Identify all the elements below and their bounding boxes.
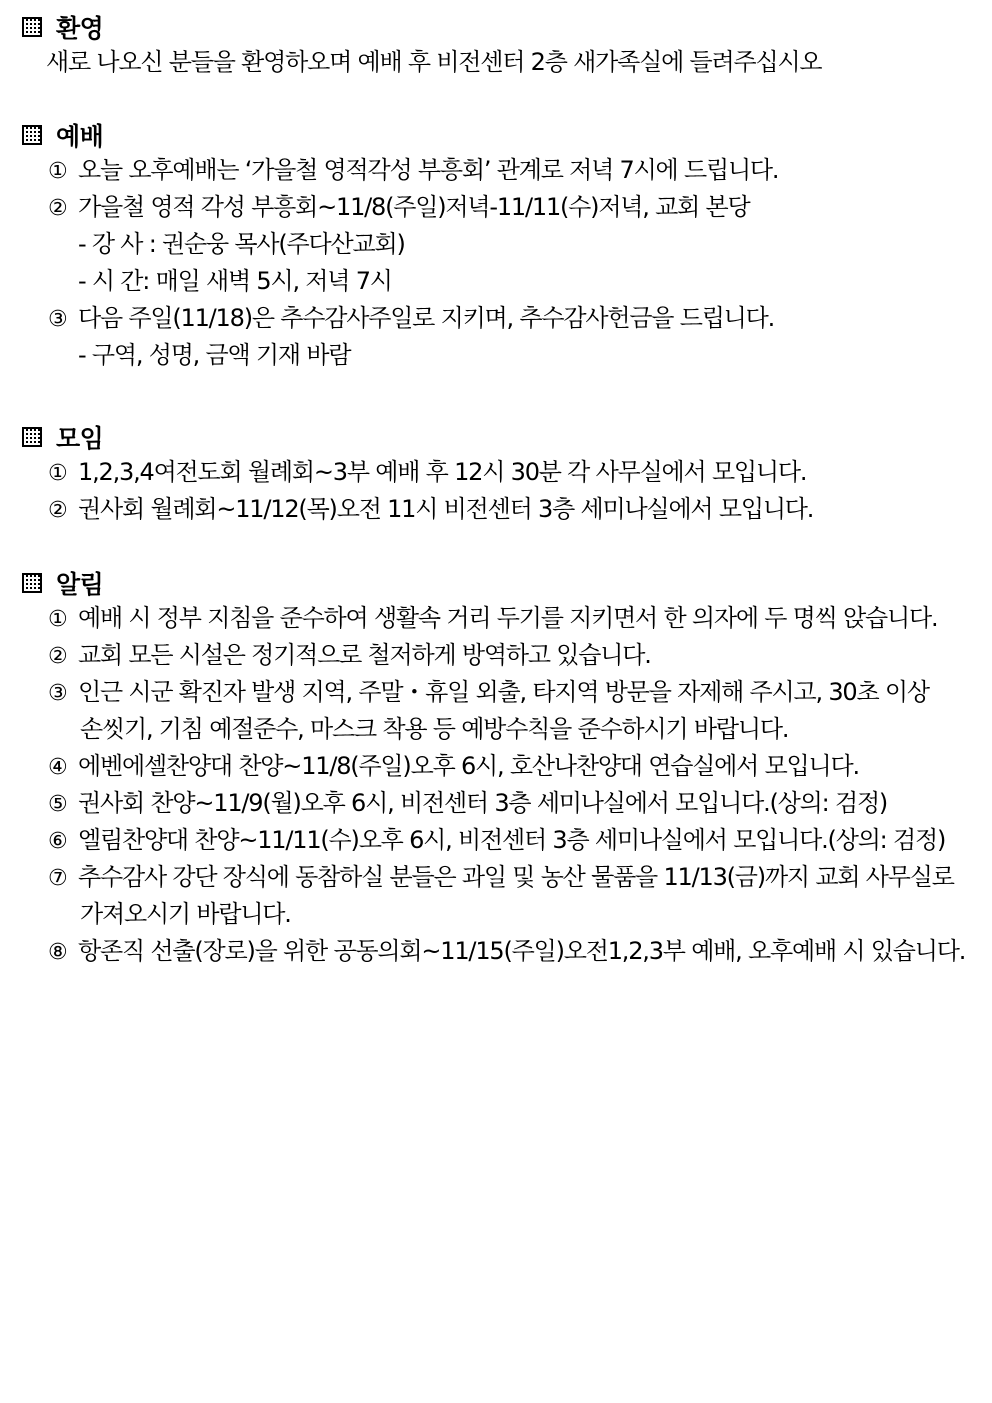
item-number: ⑧ xyxy=(48,940,67,965)
hatched-square-icon xyxy=(22,573,42,593)
section-heading xyxy=(22,10,972,44)
list-item xyxy=(22,491,972,528)
item-text: 에벤에셀찬양대 찬양~11/8(주일)오후 6시, 호산나찬양대 연습실에서 모입니다. xyxy=(78,752,859,780)
item-text: 교회 모든 시설은 정기적으로 철저하게 방역하고 있습니다. xyxy=(78,641,651,669)
sub-item: - 시 간: 매일 새벽 5시, 저녁 7시 xyxy=(78,267,392,295)
list-item xyxy=(22,300,972,337)
list-item xyxy=(22,152,972,189)
section-title: 환영 xyxy=(56,14,104,43)
item-number: ⑤ xyxy=(48,792,67,817)
item-text: 항존직 선출(장로)을 위한 공동의회~11/15(주일)오전1,2,3부 예배, 오후예배 시 있습니다. xyxy=(78,937,966,965)
section-worship xyxy=(22,118,972,374)
list-item xyxy=(22,454,972,491)
list-item xyxy=(22,637,972,674)
hatched-square-icon xyxy=(22,427,42,447)
item-number: ⑥ xyxy=(48,829,67,854)
list-item xyxy=(22,674,972,711)
list-item xyxy=(22,189,972,226)
hatched-square-icon xyxy=(22,17,42,37)
item-text: 추수감사 강단 장식에 동참하실 분들은 과일 및 농산 물품을 11/13(금)까지 교회 사무실로 xyxy=(78,863,954,891)
section-welcome xyxy=(22,10,972,81)
section-title: 예배 xyxy=(56,122,104,151)
list-item xyxy=(22,822,972,859)
sub-item: - 강 사 : 권순웅 목사(주다산교회) xyxy=(78,230,405,258)
section-title: 모임 xyxy=(56,424,104,453)
list-item xyxy=(22,859,972,896)
hatched-square-icon xyxy=(22,125,42,145)
item-continuation: 손씻기, 기침 예절준수, 마스크 착용 등 예방수칙을 준수하시기 바랍니다. xyxy=(80,715,789,743)
item-continuation: 가져오시기 바랍니다. xyxy=(80,900,291,928)
item-text: 1,2,3,4여전도회 월례회~3부 예배 후 12시 30분 각 사무실에서 모입니다. xyxy=(78,458,807,486)
section-heading xyxy=(22,118,972,152)
item-number: ① xyxy=(48,159,67,184)
item-text: 권사회 찬양~11/9(월)오후 6시, 비전센터 3층 세미나실에서 모입니다.(상의: 검정) xyxy=(78,789,888,817)
section-heading xyxy=(22,566,972,600)
item-number: ④ xyxy=(48,755,67,780)
item-number: ② xyxy=(48,498,67,523)
item-text: 가을철 영적 각성 부흥회~11/8(주일)저녁-11/11(수)저녁, 교회 본당 xyxy=(78,193,750,221)
item-number: ③ xyxy=(48,681,67,706)
item-number: ① xyxy=(48,607,67,632)
list-item xyxy=(22,933,972,970)
item-number: ③ xyxy=(48,307,67,332)
section-title: 알림 xyxy=(56,570,104,599)
item-text: 인근 시군 확진자 발생 지역, 주말・휴일 외출, 타지역 방문을 자제해 주시고, 30초 이상 xyxy=(78,678,929,706)
item-number: ① xyxy=(48,461,67,486)
item-text: 예배 시 정부 지침을 준수하여 생활속 거리 두기를 지키면서 한 의자에 두 명씩 앉습니다. xyxy=(78,604,938,632)
item-text: 권사회 월례회~11/12(목)오전 11시 비전센터 3층 세미나실에서 모입니다. xyxy=(78,495,814,523)
item-number: ② xyxy=(48,196,67,221)
list-item xyxy=(22,785,972,822)
welcome-text: 새로 나오신 분들을 환영하오며 예배 후 비전센터 2층 새가족실에 들려주십시오 xyxy=(46,48,822,76)
item-number: ⑦ xyxy=(48,866,67,891)
item-text: 오늘 오후예배는 ‘가을철 영적각성 부흥회’ 관계로 저녁 7시에 드립니다. xyxy=(78,156,779,184)
sub-item: - 구역, 성명, 금액 기재 바람 xyxy=(78,341,351,369)
item-text: 다음 주일(11/18)은 추수감사주일로 지키며, 추수감사헌금을 드립니다. xyxy=(78,304,775,332)
section-notices xyxy=(22,566,972,970)
item-number: ② xyxy=(48,644,67,669)
list-item xyxy=(22,748,972,785)
section-meetings xyxy=(22,420,972,528)
list-item xyxy=(22,600,972,637)
section-heading xyxy=(22,420,972,454)
item-text: 엘림찬양대 찬양~11/11(수)오후 6시, 비전센터 3층 세미나실에서 모입니다.(상의: 검정) xyxy=(78,826,946,854)
